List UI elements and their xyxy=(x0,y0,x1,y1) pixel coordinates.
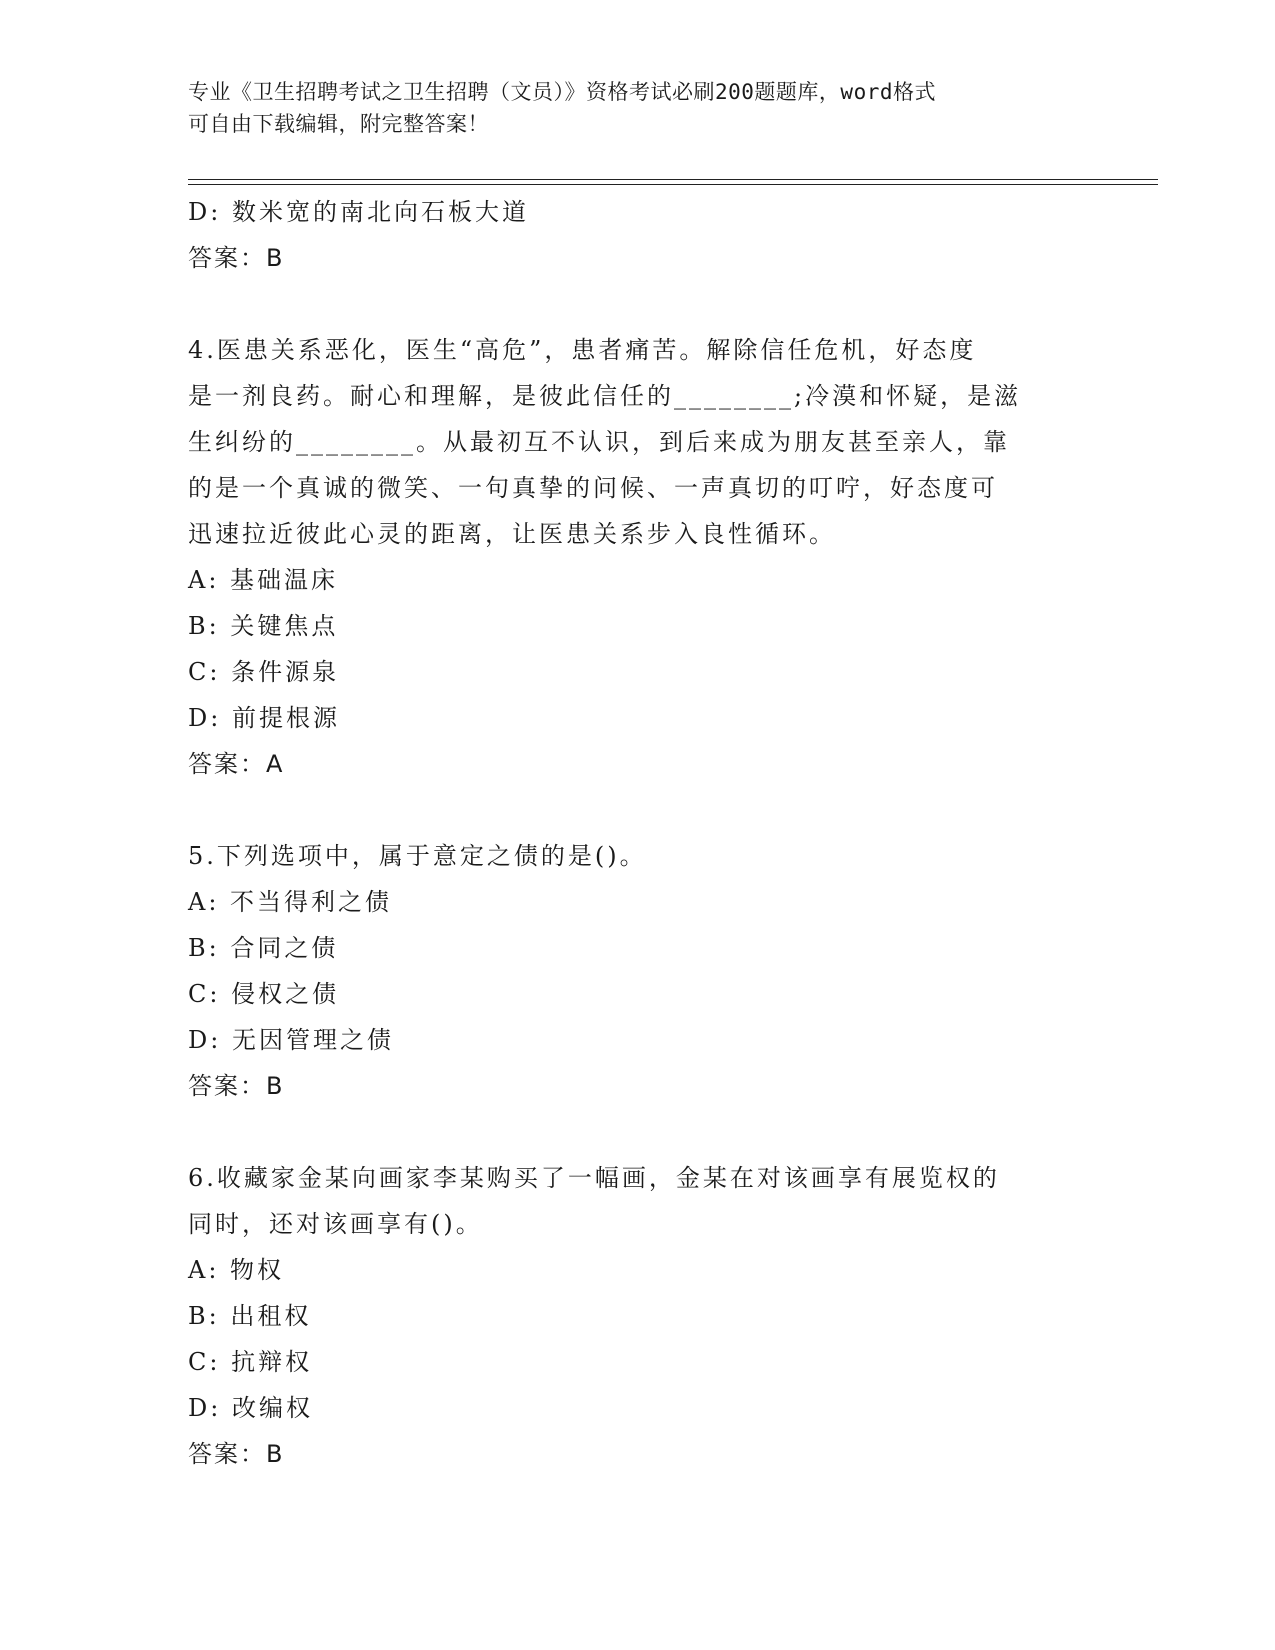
q6-answer: 答案：B xyxy=(188,1440,285,1468)
q5-answer: 答案：B xyxy=(188,1072,285,1100)
q3-option-d: D: 数米宽的南北向石板大道 xyxy=(188,198,529,226)
q4-stem-line: 4.医患关系恶化，医生“高危”，患者痛苦。解除信任危机，好态度 xyxy=(188,336,977,364)
q6-stem-line: 同时，还对该画享有()。 xyxy=(188,1210,483,1238)
q4-stem-line: 迅速拉近彼此心灵的距离，让医患关系步入良性循环。 xyxy=(188,520,836,548)
q5-option-d: D: 无因管理之债 xyxy=(188,1026,394,1054)
q4-stem-line: 生纠纷的________。从最初互不认识，到后来成为朋友甚至亲人，靠 xyxy=(188,428,1010,456)
q3-answer: 答案：B xyxy=(188,244,285,272)
q4-option-a: A: 基础温床 xyxy=(188,566,339,594)
header-rule-top xyxy=(188,179,1158,180)
q6-stem-line: 6.收藏家金某向画家李某购买了一幅画，金某在对该画享有展览权的 xyxy=(188,1164,1000,1192)
page-header xyxy=(188,76,1068,140)
q5-option-b: B: 合同之债 xyxy=(188,934,339,962)
q6-option-b: B: 出租权 xyxy=(188,1302,312,1330)
spacer xyxy=(188,1109,1088,1155)
q4-stem-line: 是一剂良药。耐心和理解，是彼此信任的________;冷漠和怀疑，是滋 xyxy=(188,382,1022,410)
q5-option-c: C: 侵权之债 xyxy=(188,980,340,1008)
spacer xyxy=(188,281,1088,327)
q4-option-d: D: 前提根源 xyxy=(188,704,340,732)
q5-option-a: A: 不当得利之债 xyxy=(188,888,393,916)
q5-stem-line: 5.下列选项中，属于意定之债的是()。 xyxy=(188,842,647,870)
header-line-1: 专业《卫生招聘考试之卫生招聘（文员）》资格考试必刷200题题库，word格式 xyxy=(188,80,936,104)
header-rule-bottom xyxy=(188,184,1158,185)
question-5 xyxy=(188,833,1088,1109)
q4-answer: 答案：A xyxy=(188,750,285,778)
q6-option-a: A: 物权 xyxy=(188,1256,285,1284)
q4-stem-line: 的是一个真诚的微笑、一句真挚的问候、一声真切的叮咛，好态度可 xyxy=(188,474,998,502)
q6-option-d: D: 改编权 xyxy=(188,1394,313,1422)
q4-option-b: B: 关键焦点 xyxy=(188,612,339,640)
header-line-2: 可自由下载编辑，附完整答案！ xyxy=(188,112,489,136)
question-content xyxy=(188,189,1088,1477)
question-6 xyxy=(188,1155,1088,1477)
q6-option-c: C: 抗辩权 xyxy=(188,1348,313,1376)
question-4 xyxy=(188,327,1088,787)
q4-option-c: C: 条件源泉 xyxy=(188,658,340,686)
spacer xyxy=(188,787,1088,833)
